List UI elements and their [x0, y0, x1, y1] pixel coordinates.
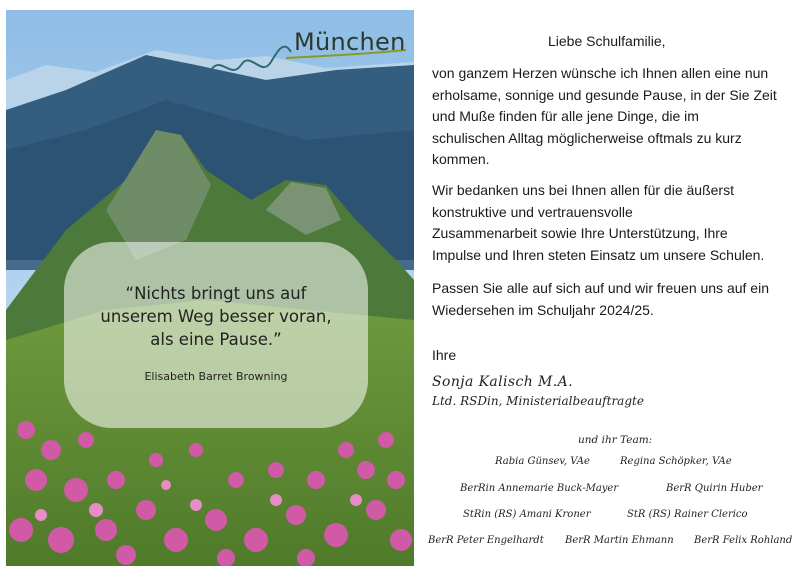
paragraph-line: Zusammenarbeit sowie Ihre Unterstützung, Ihre [432, 225, 728, 241]
paragraph-line: konstruktive und vertrauensvolle [432, 203, 633, 220]
letter-greeting: Liebe Schulfamilie, [548, 33, 666, 49]
team-member: StR (RS) Rainer Clerico [627, 509, 748, 520]
paragraph-line: und Muße finden für alle jene Dinge, die im [432, 108, 699, 124]
letter-closing: Ihre [432, 347, 457, 363]
team-member: BerR Peter Engelhardt [428, 535, 544, 546]
letter-paragraph-1 [432, 63, 777, 171]
team-member: Rabia Günsev, VAe [495, 456, 590, 467]
signature-name: Sonja Kalisch M.A. [432, 374, 573, 390]
team-member: BerR Quirin Huber [666, 483, 763, 494]
quote-line: unserem Weg besser voran, [100, 307, 332, 326]
paragraph-line: von ganzem Herzen wünsche ich Ihnen allen eine nun [432, 65, 769, 81]
paragraph-line: kommen. [432, 151, 490, 167]
team-heading: und ihr Team: [578, 434, 653, 446]
paragraph-line: Passen Sie alle auf sich auf und wir freuen uns auf ein [432, 280, 769, 296]
quote-author: Elisabeth Barret Browning [144, 370, 288, 383]
quote-line: “Nichts bringt uns auf [125, 284, 307, 303]
paragraph-line: Wiedersehen im Schuljahr 2024/25. [432, 301, 654, 318]
team-member: BerRin Annemarie Buck-Mayer [460, 483, 619, 494]
letter-paragraph-2 [432, 180, 764, 266]
letter-paragraph-3 [432, 278, 769, 321]
team-member: BerR Martin Ehmann [565, 535, 674, 546]
quote-text [64, 282, 368, 351]
mountain-photo [6, 10, 414, 566]
paragraph-line: Wir bedanken uns bei Ihnen allen für die äußerst [432, 182, 734, 198]
paragraph-line: schulischen Alltag möglicherweise oftmals zu kurz [432, 129, 742, 146]
paragraph-line: Impulse und Ihren steten Einsatz um unsere Schulen. [432, 246, 765, 263]
quote-bubble [64, 242, 368, 428]
paragraph-line: erholsame, sonnige und gesunde Pause, in der Sie Zeit [432, 86, 777, 103]
quote-line: als eine Pause.” [150, 330, 282, 349]
team-member: BerR Felix Rohland [694, 535, 793, 546]
team-member: StRin (RS) Amani Kroner [463, 509, 591, 520]
team-member: Regina Schöpker, VAe [620, 456, 732, 467]
city-logo-text: München [294, 28, 406, 56]
signature-title: Ltd. RSDin, Ministerialbeauftragte [432, 394, 644, 408]
